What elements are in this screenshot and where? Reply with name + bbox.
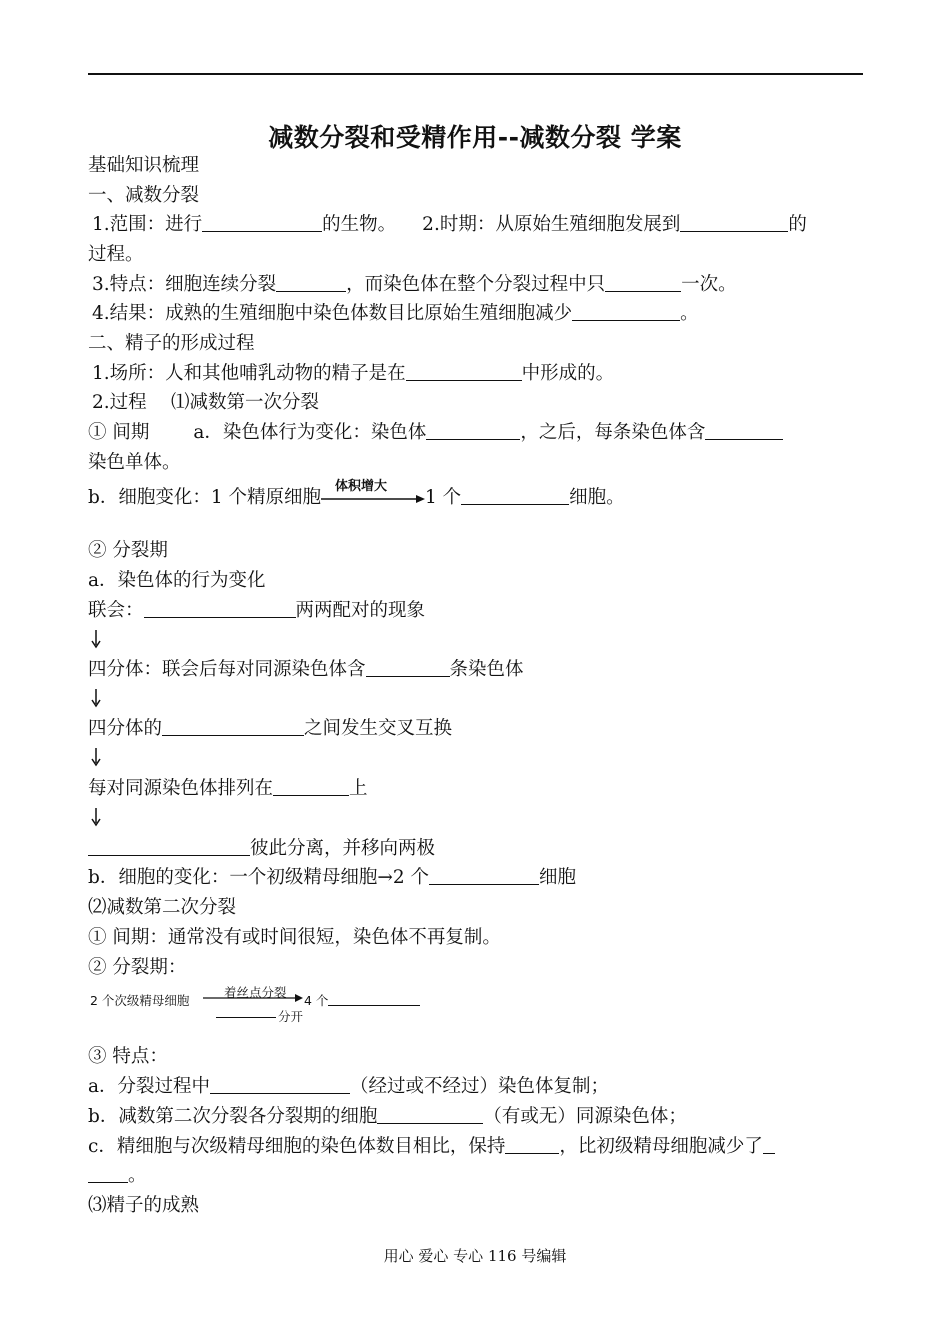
page-title: 减数分裂和受精作用--减数分裂 学案 (268, 123, 682, 152)
right-arrow-icon (321, 486, 425, 506)
blank[interactable] (366, 658, 450, 677)
tetrad-line: 四分体：联会后每对同源染色体含 条染色体 (88, 659, 524, 680)
feature-c: c．精细胞与次级精母细胞的染色体数目相比，保持 ，比初级精母细胞减少了 (88, 1134, 775, 1160)
interphase-line-cont: 染色单体。 (88, 452, 181, 473)
sperm-maturation: ⑶精子的成熟 (88, 1195, 200, 1216)
page-footer: 用心 爱心 专心 116 号编辑 (383, 1247, 567, 1265)
crossover-line: 四分体的 之间发生交叉互换 (88, 718, 453, 739)
item-features: 3.特点：细胞连续分裂 ，而染色体在整个分裂过程中只 一次。 (92, 274, 737, 295)
blank[interactable] (680, 213, 788, 232)
blank[interactable] (426, 421, 520, 440)
blank[interactable] (202, 213, 322, 232)
blank[interactable] (377, 1105, 483, 1124)
features-heading: ③ 特点： (88, 1046, 168, 1067)
volume-increase-arrow: 体积增大 (321, 486, 425, 506)
item-result: 4.结果：成熟的生殖细胞中染色体数目比原始生殖细胞减少 。 (92, 303, 699, 324)
centromere-split-diagram: 2 个次级精母细胞 着丝点分裂 4 个 分开 (90, 983, 430, 1023)
blank[interactable] (429, 866, 539, 885)
blank[interactable] (406, 362, 522, 381)
down-arrow-icon (89, 806, 105, 828)
item-scope-period-cont: 过程。 (88, 244, 144, 265)
item-location: 1.场所：人和其他哺乳动物的精子是在 中形成的。 (92, 363, 615, 384)
blank[interactable] (461, 486, 569, 505)
interphase-line: ① 间期 a．染色体行为变化：染色体 ，之后，每条染色体含 (88, 420, 783, 446)
blank[interactable] (572, 302, 680, 321)
heading-sperm-formation: 二、精子的形成过程 (88, 333, 255, 354)
separation-line: 彼此分离，并移向两极 (88, 836, 435, 862)
blank[interactable] (705, 421, 783, 440)
blank[interactable] (144, 599, 296, 618)
down-arrow-icon (89, 746, 105, 768)
blank[interactable] (605, 273, 681, 292)
blank[interactable] (505, 1135, 559, 1154)
header-rule (88, 73, 863, 75)
synapsis-line: 联会： 两两配对的现象 (88, 600, 426, 621)
alignment-line: 每对同源染色体排列在 上 (88, 778, 368, 799)
blank[interactable] (276, 273, 346, 292)
meiosis-ii-division: ② 分裂期： (88, 957, 187, 978)
meiosis-ii-interphase: ① 间期：通常没有或时间很短，染色体不再复制。 (88, 927, 501, 948)
down-arrow-icon (89, 628, 105, 650)
blank[interactable] (88, 1164, 128, 1183)
blank[interactable] (88, 837, 250, 856)
feature-c-cont: 。 (88, 1163, 147, 1189)
meiosis-ii-heading: ⑵减数第二次分裂 (88, 897, 237, 918)
item-process: 2.过程 ⑴减数第一次分裂 (92, 392, 320, 413)
blank[interactable] (216, 1017, 276, 1018)
chromosome-behavior: a．染色体的行为变化 (88, 570, 266, 591)
blank[interactable] (210, 1075, 350, 1094)
blank[interactable] (273, 777, 349, 796)
division-heading: ② 分裂期 (88, 540, 168, 561)
blank[interactable] (328, 1005, 420, 1006)
feature-a: a．分裂过程中 （经过或不经过）染色体复制； (88, 1076, 610, 1097)
right-arrow-icon (203, 992, 303, 1004)
blank[interactable] (763, 1135, 775, 1154)
down-arrow-icon (89, 687, 105, 709)
item-scope-period: 1.范围：进行 的生物。 2.时期：从原始生殖细胞发展到 的 (92, 214, 807, 235)
heading-meiosis: 一、减数分裂 (88, 185, 200, 206)
blank[interactable] (162, 717, 304, 736)
cell-change-2: b．细胞的变化：一个初级精母细胞→2 个 细胞 (88, 867, 577, 888)
cell-change-line: b．细胞变化：1 个精原细胞 体积增大 1 个 细胞。 (88, 479, 625, 508)
section-label: 基础知识梳理 (88, 155, 200, 176)
feature-b: b．减数第二次分裂各分裂期的细胞 （有或无）同源染色体； (88, 1106, 687, 1127)
